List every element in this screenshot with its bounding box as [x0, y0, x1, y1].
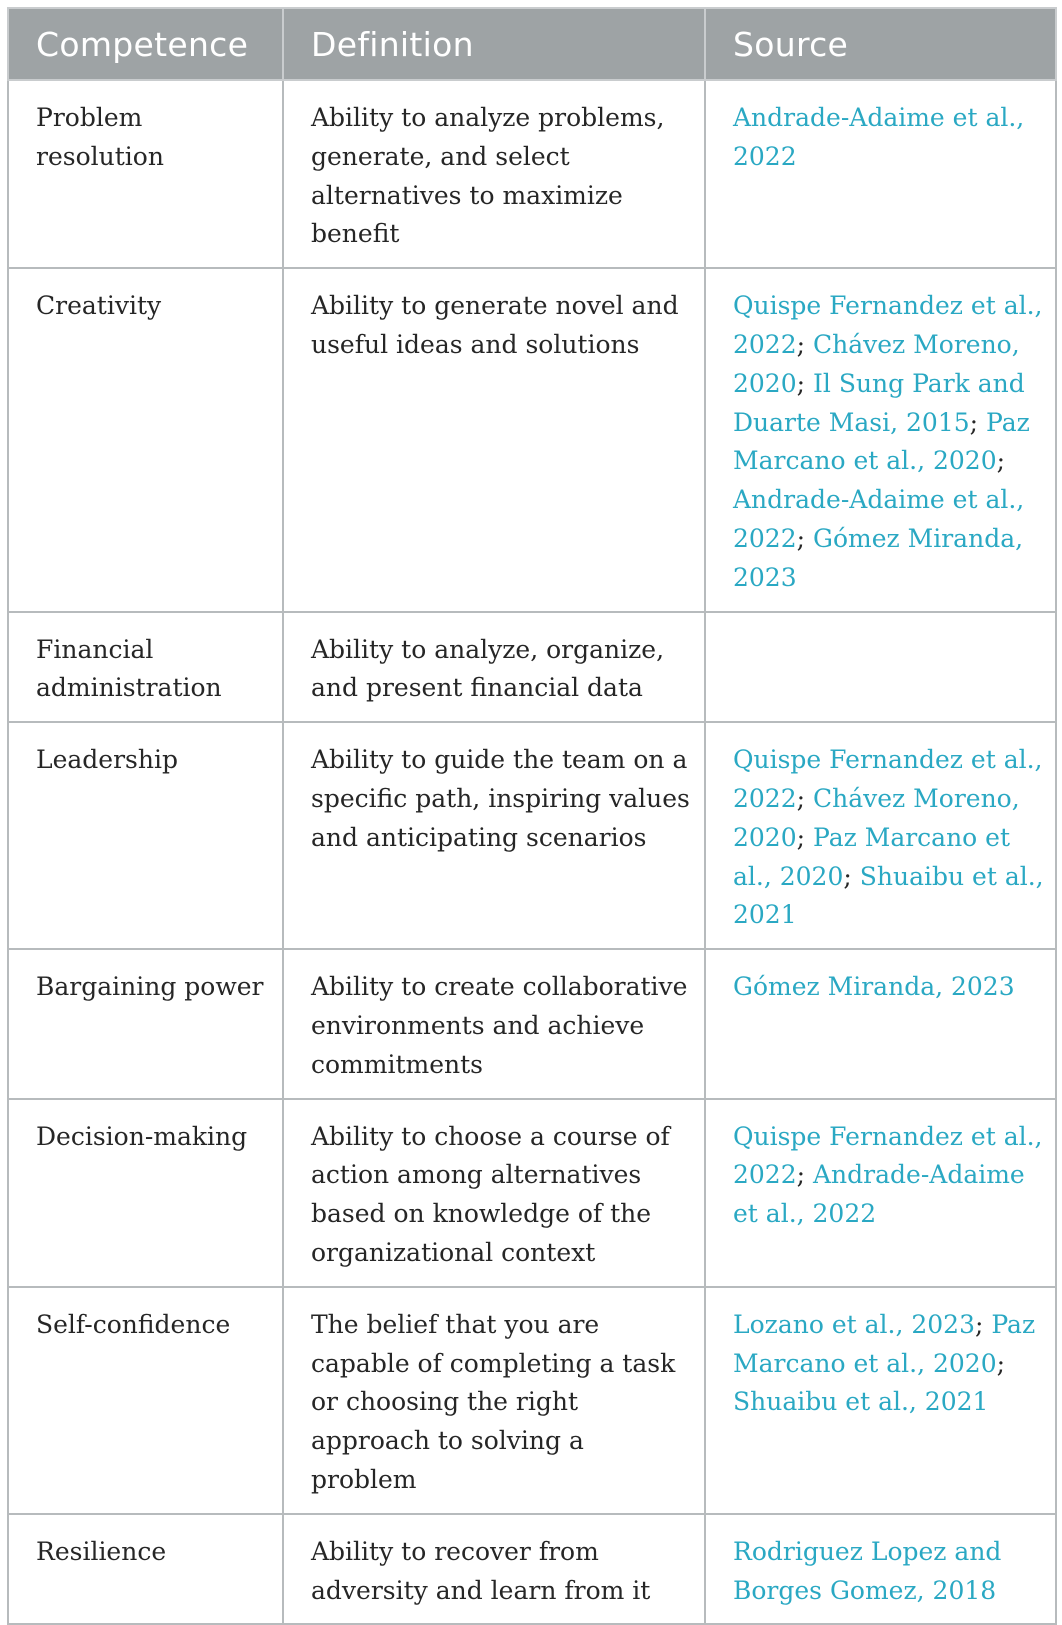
definition-cell: [283, 1287, 705, 1514]
table-row: [8, 268, 1056, 611]
competence-name: Problem resolution: [36, 103, 164, 171]
citation-link[interactable]: Andrade-Adaime et al., 2022: [733, 103, 1025, 171]
source-cell: [705, 80, 1056, 268]
citation-link[interactable]: Andrade-Adaime et al., 2022: [733, 485, 1025, 553]
definition-cell: [283, 1099, 705, 1287]
citation-link[interactable]: Quispe Fernandez et al., 2022: [733, 291, 1043, 359]
source-cell: [705, 268, 1056, 611]
source-cell: [705, 722, 1056, 949]
citation-separator: ;: [796, 329, 813, 359]
source-cell: [705, 612, 1056, 723]
citation-separator: ;: [796, 1160, 813, 1190]
citation-separator: ;: [996, 1348, 1006, 1378]
citation-separator: ;: [796, 783, 813, 813]
table-header: [8, 8, 1056, 80]
competence-cell: [8, 722, 283, 949]
source-cell: [705, 1287, 1056, 1514]
header-definition: Definition: [283, 8, 705, 80]
citation-link[interactable]: Paz Marcano et al., 2020: [733, 822, 1011, 891]
definition-cell: [283, 949, 705, 1098]
table-body: [8, 80, 1056, 1624]
definition-cell: [283, 268, 705, 611]
definition-text: Ability to recover from adversity and learn from it: [311, 1536, 651, 1605]
header-row: [8, 8, 1056, 80]
competence-cell: [8, 949, 283, 1098]
competence-name: Financial administration: [36, 634, 222, 703]
competence-name: Leadership: [36, 745, 178, 775]
citation-link[interactable]: Gómez Miranda, 2023: [733, 523, 1024, 592]
citation-separator: ;: [843, 861, 860, 891]
competence-name: Bargaining power: [36, 972, 264, 1002]
competence-name: Resilience: [36, 1536, 167, 1566]
citation-link[interactable]: Andrade-Adaime et al., 2022: [733, 1160, 1025, 1229]
citation-link[interactable]: Quispe Fernandez et al., 2022: [733, 1121, 1043, 1190]
citation-separator: ;: [796, 523, 813, 553]
citation-link[interactable]: Chávez Moreno, 2020: [733, 329, 1020, 398]
competence-name: Creativity: [36, 291, 162, 321]
source-cell: [705, 1099, 1056, 1287]
citation-separator: ;: [796, 822, 813, 852]
table-row: [8, 1287, 1056, 1514]
definition-cell: [283, 722, 705, 949]
competence-cell: [8, 1099, 283, 1287]
competence-cell: [8, 80, 283, 268]
source-cell: [705, 949, 1056, 1098]
header-source: Source: [705, 8, 1056, 80]
definition-text: The belief that you are capable of completing a task or choosing the right approach to solving a problem: [311, 1309, 676, 1494]
citation-separator: ;: [996, 446, 1006, 476]
table-row: [8, 612, 1056, 723]
table-row: [8, 722, 1056, 949]
citation-link[interactable]: Shuaibu et al., 2021: [733, 1387, 989, 1417]
citation-link[interactable]: Chávez Moreno, 2020: [733, 783, 1020, 852]
citation-link[interactable]: Paz Marcano et al., 2020: [733, 407, 1030, 476]
citation-link[interactable]: Lozano et al., 2023: [733, 1309, 975, 1339]
header-competence: Competence: [8, 8, 283, 80]
competence-cell: [8, 612, 283, 723]
citation-link[interactable]: Quispe Fernandez et al., 2022: [733, 745, 1043, 813]
definition-cell: [283, 80, 705, 268]
citation-separator: ;: [974, 1309, 992, 1339]
citation-separator: ;: [969, 407, 987, 437]
definition-cell: [283, 1514, 705, 1625]
source-cell: [705, 1514, 1056, 1625]
table-row: [8, 1514, 1056, 1625]
citation-link[interactable]: Gómez Miranda, 2023: [733, 972, 1015, 1002]
citation-link[interactable]: Rodriguez Lopez and Borges Gomez, 2018: [733, 1536, 1002, 1605]
definition-text: Ability to guide the team on a specific path, inspiring values and anticipating scenarios: [311, 745, 690, 852]
competence-cell: [8, 268, 283, 611]
definition-text: Ability to choose a course of action among alternatives based on knowledge of the organizational context: [311, 1121, 670, 1267]
table-row: [8, 1099, 1056, 1287]
citation-link[interactable]: Paz Marcano et al., 2020: [733, 1309, 1036, 1378]
definition-text: Ability to analyze, organize, and present financial data: [311, 634, 665, 703]
competence-name: Decision-making: [36, 1121, 248, 1151]
competence-cell: [8, 1287, 283, 1514]
citation-separator: ;: [796, 368, 813, 398]
competence-table: [7, 7, 1057, 1625]
competence-name: Self-confidence: [36, 1309, 231, 1339]
definition-text: Ability to create collaborative environments and achieve commitments: [311, 972, 688, 1079]
definition-cell: [283, 612, 705, 723]
citation-link[interactable]: Il Sung Park and Duarte Masi, 2015: [733, 368, 1025, 437]
citation-link[interactable]: Shuaibu et al., 2021: [733, 861, 1044, 930]
table-row: [8, 949, 1056, 1098]
table-row: [8, 80, 1056, 268]
competence-cell: [8, 1514, 283, 1625]
definition-text: Ability to analyze problems, generate, and select alternatives to maximize benefit: [311, 103, 665, 249]
definition-text: Ability to generate novel and useful ideas and solutions: [311, 291, 679, 359]
